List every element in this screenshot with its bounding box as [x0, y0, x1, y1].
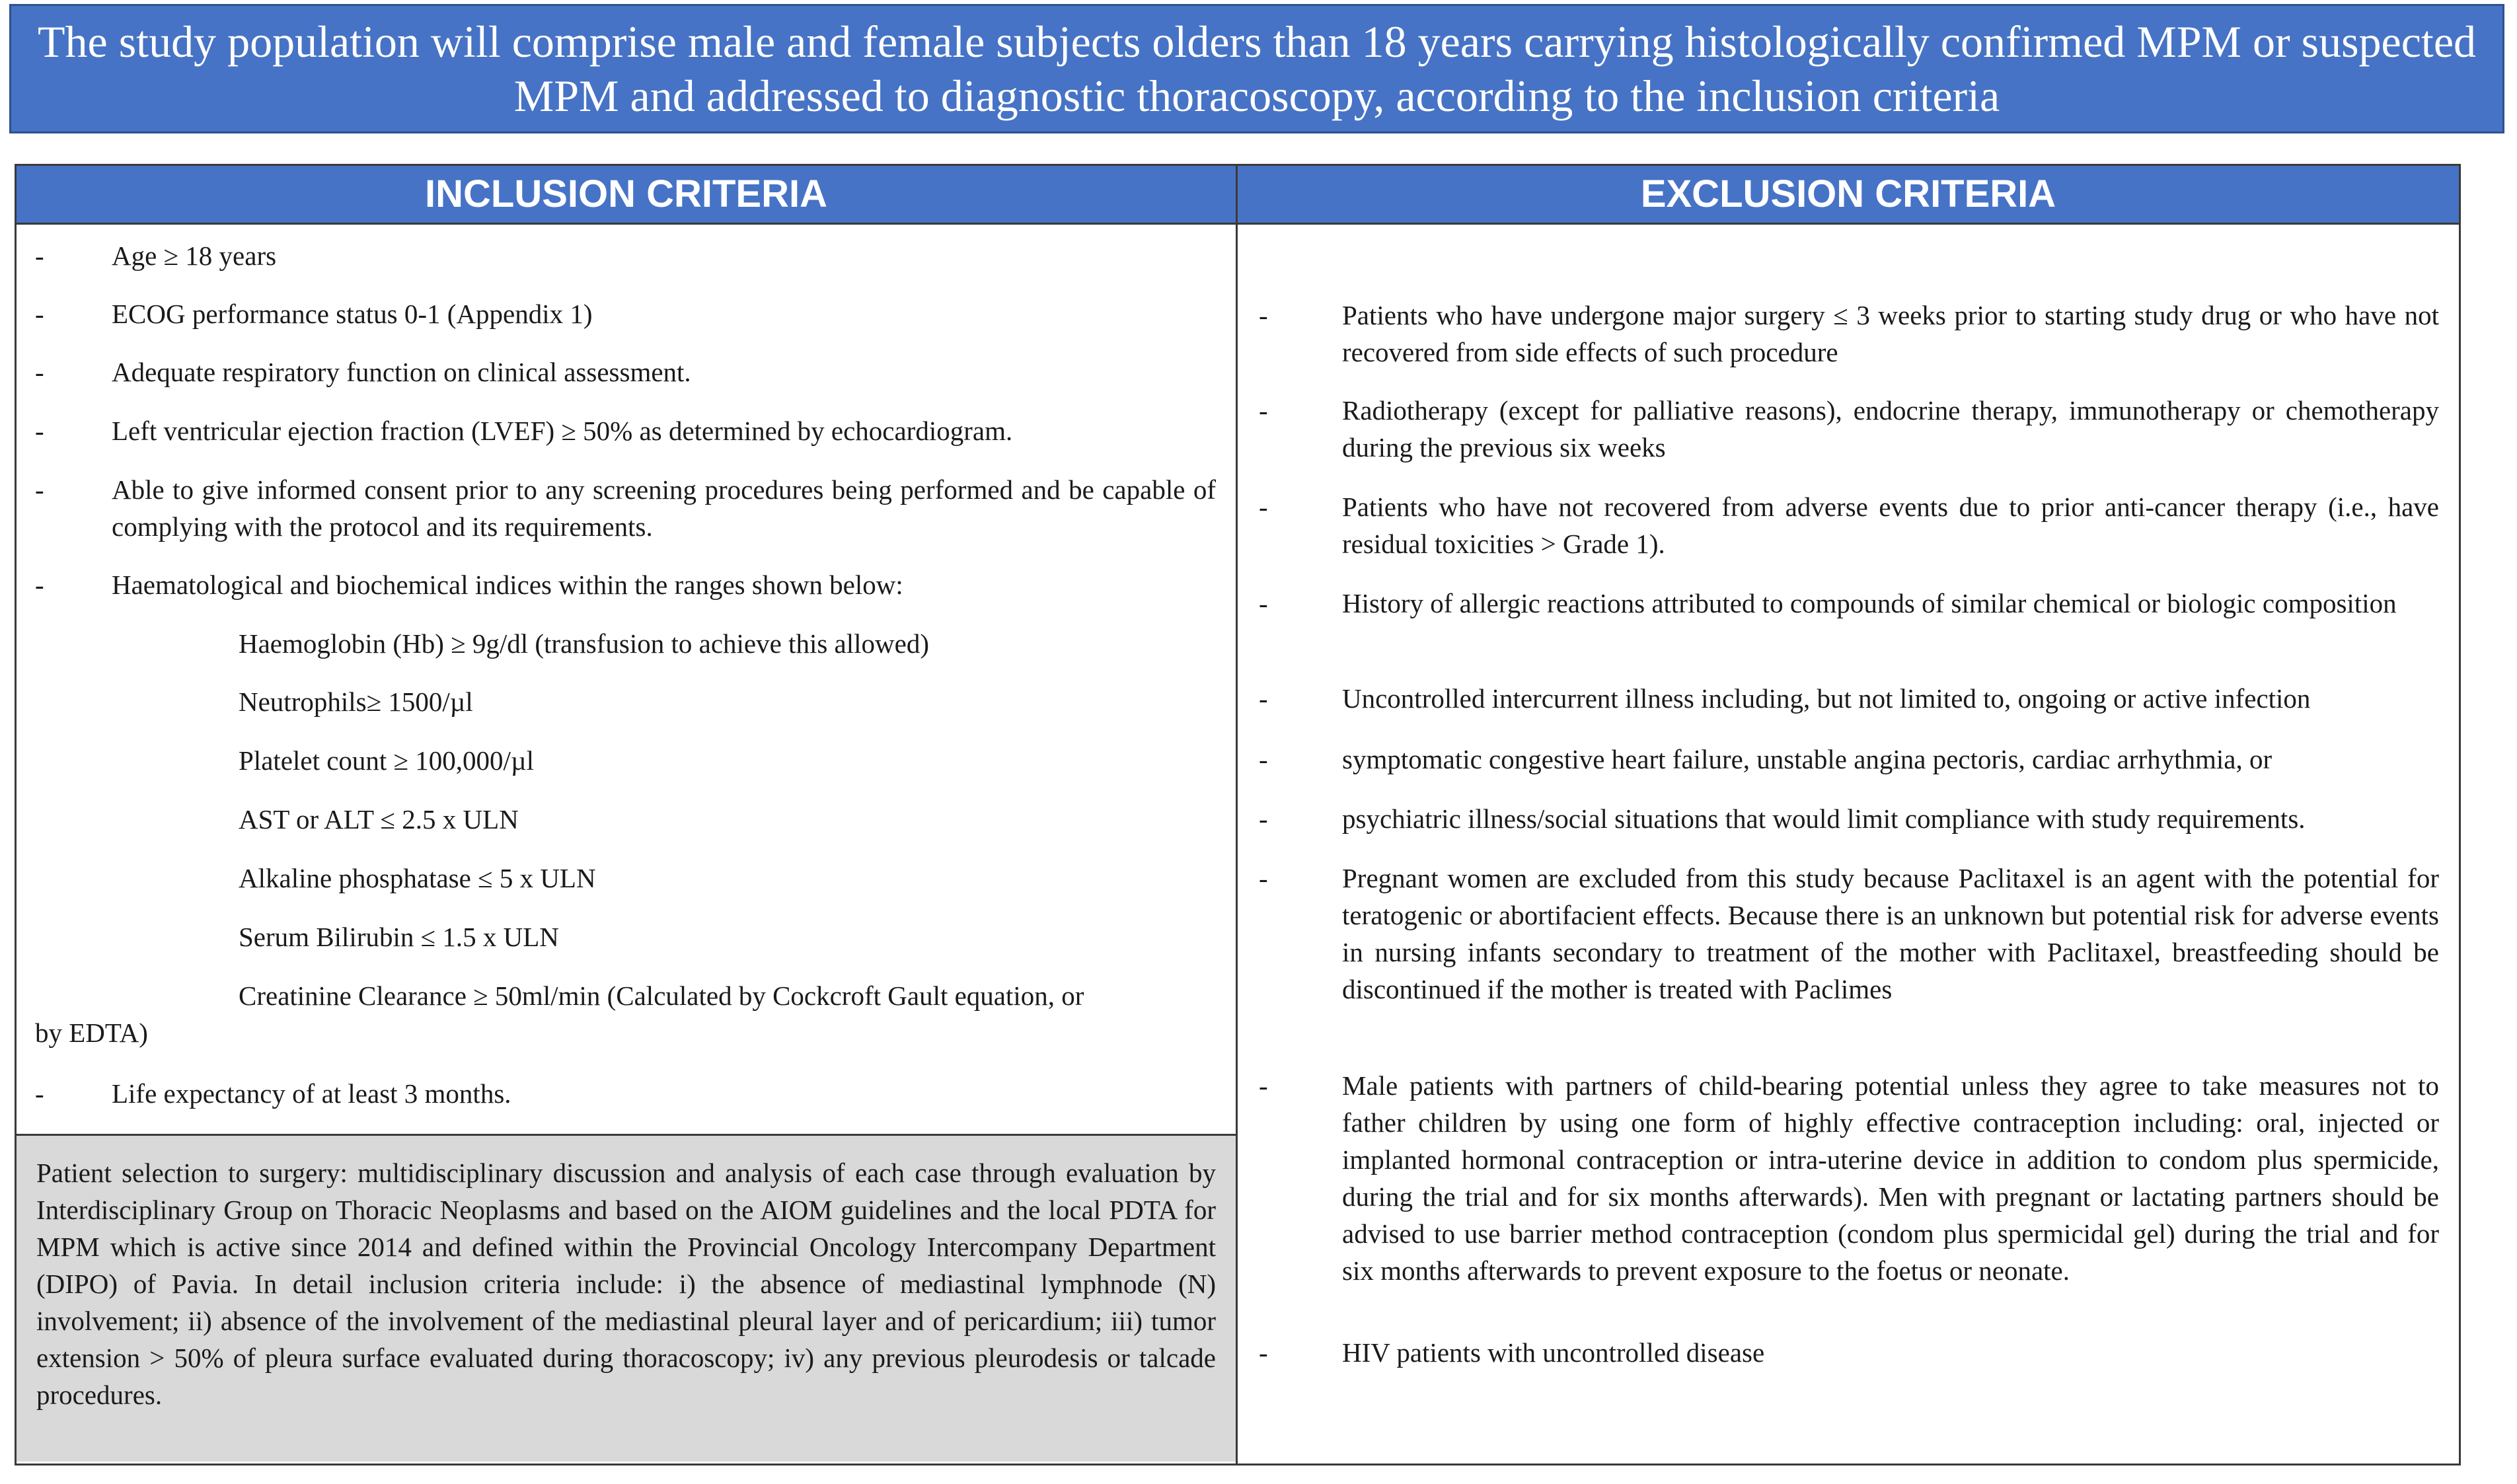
bullet-dash: -	[35, 1078, 44, 1109]
bullet-dash: -	[1259, 863, 1268, 893]
bullet-dash: -	[1259, 395, 1268, 426]
inclusion-column: INCLUSION CRITERIA - Age ≥ 18 years - ECOG performance status 0-1 (Appendix 1) - Adequate respiratory function on clinical assessment. - Left ventricular ejection fraction (LVEF) ≥ 50% as determined by echocardiogram. - Able to give informed consent prior to any screening procedures being performed and be capable of complying with the protocol and its requirements. - Haematological and biochemical indices within the ranges shown below: Haemoglobin (Hb) ≥ 9g/dl (transfusion to achieve this allowed) Neutrophils≥ 1500/µl Platelet count ≥ 100,000/µl AST or ALT ≤ 2.5 x ULN Alkaline phosphatase ≤ 5 x ULN Serum Bilirubin ≤ 1.5 x ULN Creatinine Clearance ≥ 50ml/min (Calculated by Cockcroft Gault equation, or by EDTA) - Life expectancy of at least 3 months. Patient selection to surgery: multidisciplinary discussion and analysis of each case through evaluation by Interdisciplinary Group on Thoracic Neoplasms and based on the AIOM guidelines and the local PDTA for MPM which is active since 2014 and defined within the Provincial Oncology Intercompany Department (DIPO) of Pavia. In detail inclusion criteria include: i) the absence of mediastinal lymphnode (N) involvement; ii) absence of the involvement of the mediastinal pleural layer and of pericardium; iii) tumor extension > 50% of pleura surface evaluated during thoracoscopy; iv) any previous pleurodesis or talcade procedures.	[17, 166, 1238, 1464]
bullet-dash: -	[1259, 1070, 1268, 1101]
bullet-dash: -	[1259, 588, 1268, 618]
bullet-dash: -	[35, 299, 44, 329]
inclusion-header: INCLUSION CRITERIA	[17, 166, 1236, 225]
bullet-dash: -	[35, 474, 44, 505]
bullet-dash: -	[1259, 803, 1268, 834]
population-banner	[9, 4, 2504, 133]
exclusion-header: EXCLUSION CRITERIA	[1238, 166, 2459, 225]
bullet-dash: -	[1259, 1337, 1268, 1368]
bullet-dash: -	[35, 416, 44, 446]
exclusion-column: EXCLUSION CRITERIA - Patients who have undergone major surgery ≤ 3 weeks prior to starting study drug or who have not recovered from side effects of such procedure - Radiotherapy (except for palliative reasons), endocrine therapy, immunotherapy or chemotherapy during the previous six weeks - Patients who have not recovered from adverse events due to prior anti-cancer therapy (i.e., have residual toxicities > Grade 1). - History of allergic reactions attributed to compounds of similar chemical or biologic composition - Uncontrolled intercurrent illness including, but not limited to, ongoing or active infection - symptomatic congestive heart failure, unstable angina pectoris, cardiac arrhythmia, or - psychiatric illness/social situations that would limit compliance with study requirements. - Pregnant women are excluded from this study because Paclitaxel is an agent with the potential for teratogenic or abortifacient effects. Because there is an unknown but potential risk for adverse events in nursing infants secondary to treatment of the mother with Paclitaxel, breastfeeding should be discontinued if the mother is treated with Paclimes - Male patients with partners of child-bearing potential unless they agree to take measures not to father children by using one form of highly effective contraception including: oral, injected or implanted hormonal contraception or intra-uterine device in addition to condom plus spermicide, during the trial and for six months afterwards). Men with pregnant or lactating partners should be advised to use barrier method contraception (condom plus spermicidal gel) during the trial and for six months afterwards to prevent exposure to the foetus or neonate. - HIV patients with uncontrolled disease	[1238, 166, 2459, 1464]
banner-text: The study population will comprise male and female subjects olders than 18 years carrying histologically confirmed MPM or suspected MPM and addressed to diagnostic thoracoscopy, according to the inclusion criteria	[38, 17, 2476, 121]
inclusion-subitem-wrap: by EDTA)	[35, 1018, 148, 1048]
bullet-dash: -	[1259, 492, 1268, 522]
bullet-dash: -	[35, 570, 44, 600]
bullet-dash: -	[1259, 300, 1268, 330]
criteria-table	[15, 164, 2461, 1465]
patient-selection-note: Patient selection to surgery: multidisciplinary discussion and analysis of each case through evaluation by Interdisciplinary Group on Thoracic Neoplasms and based on the AIOM guidelines and the local PDTA for MPM which is active since 2014 and defined within the Provincial Oncology Intercompany Department (DIPO) of Pavia. In detail inclusion criteria include: i) the absence of mediastinal lymphnode (N) involvement; ii) absence of the involvement of the mediastinal pleural layer and of pericardium; iii) tumor extension > 50% of pleura surface evaluated during thoracoscopy; iv) any previous pleurodesis or talcade procedures.	[17, 1134, 1236, 1462]
bullet-dash: -	[35, 241, 44, 271]
bullet-dash: -	[35, 357, 44, 387]
bullet-dash: -	[1259, 683, 1268, 714]
bullet-dash: -	[1259, 744, 1268, 774]
